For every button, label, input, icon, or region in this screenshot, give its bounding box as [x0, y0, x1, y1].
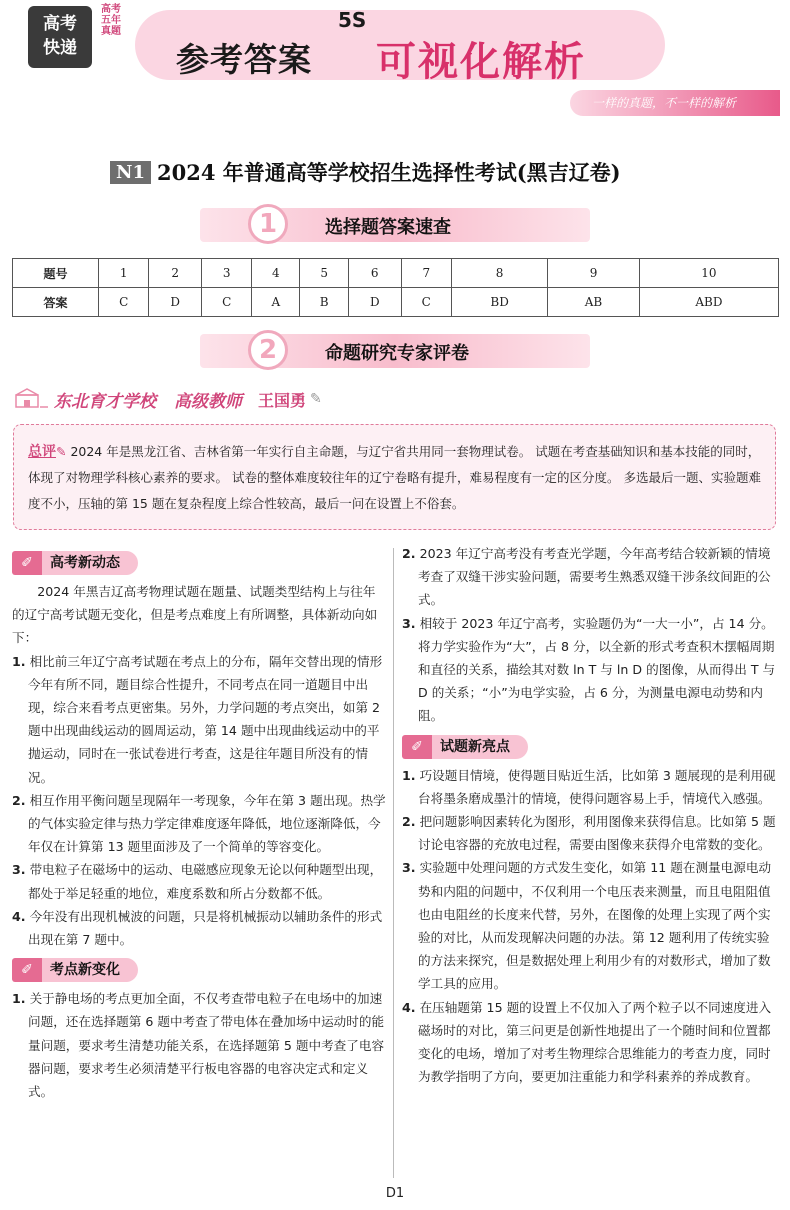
list-item: 3. 相较于 2023 年辽宁高考，实验题仍为“一大一小”，占 14 分。将力学实验作为“大”，占 8 分，以全新的形式考查积木摆幅周期和直径的关系，描绘其对数 ln T 与 ln D 的图像，从而得出 T 与 D 的关系；“小”为电学实验，占 6 分，为测量电源电动势和内阻。: [402, 615, 776, 724]
table-cell: 4: [252, 259, 300, 288]
table-cell: 3: [202, 259, 252, 288]
exam-title-text: 2024 年普通高等学校招生选择性考试(黑吉辽卷): [156, 160, 621, 185]
header-title-left: 参考答案: [176, 40, 312, 79]
table-cell: 5: [300, 259, 349, 288]
pen-icon: ✐: [402, 735, 432, 759]
tag-label: 高考新动态: [42, 551, 138, 575]
table-cell: B: [300, 288, 349, 317]
table-cell: C: [99, 288, 149, 317]
tag-topic-changes: [12, 957, 386, 983]
answer-table: [12, 258, 779, 317]
header-5s: 5S: [338, 8, 367, 32]
author-school: 东北育才学校: [54, 391, 156, 412]
section-2-number: 2: [248, 330, 288, 370]
section-2-bar: [200, 334, 590, 368]
list-item: 2. 相互作用平衡问题呈现隔年一考现象，今年在第 3 题出现。热学的气体实验定律与热力学定律难度逐年降低，地位逐渐降低，今年仅在计算第 13 题里面涉及了一个简单的等容变化。: [12, 792, 386, 855]
section-1-number: 1: [248, 204, 288, 244]
table-cell: 7: [401, 259, 451, 288]
pen-icon: ✎: [310, 391, 322, 407]
list-item: 2. 把问题影响因素转化为图形，利用图像来获得信息。比如第 5 题讨论电容器的充放电过程，需要由图像来获得介电常数的变化。: [402, 814, 776, 853]
table-cell: 1: [99, 259, 149, 288]
table-cell: A: [252, 288, 300, 317]
review-label: 总评: [28, 444, 56, 460]
tag-label: 试题新亮点: [432, 735, 528, 759]
table-cell: AB: [548, 288, 640, 317]
column-divider: [393, 548, 394, 1178]
table-header-answer: 答案: [13, 288, 99, 317]
brand-logo: [28, 6, 92, 68]
list-item: 2. 2023 年辽宁高考没有考查光学题，今年高考结合较新颖的情境考查了双缝干涉实验问题，需要考生熟悉双缝干涉条纹间距的公式。: [402, 546, 771, 608]
table-cell: C: [401, 288, 451, 317]
table-row-numbers: [13, 259, 779, 288]
table-cell: D: [149, 288, 202, 317]
tag-exam-trends: [12, 550, 386, 576]
list-item: 1. 关于静电场的考点更加全面，不仅考查带电粒子在电场中的加速问题，还在选择题第 6 题中考查了带电体在叠加场中运动时的能量问题，要求考生清楚功能关系，在选择题第 5 题中考查了电容器问题，要求考生必须清楚平行板电容器的电容决定式和定义式。: [12, 991, 385, 1100]
table-cell: C: [202, 288, 252, 317]
author-line: [14, 386, 322, 412]
author-name: 王国勇: [258, 390, 307, 410]
section-1-label: 选择题答案速查: [325, 217, 451, 238]
right-column: [402, 542, 780, 1088]
table-cell: D: [348, 288, 401, 317]
exam-badge: N1: [110, 161, 151, 184]
review-box: [13, 424, 776, 530]
table-row-answers: [13, 288, 779, 317]
slogan: 一样的真题，不一样的解析: [592, 96, 737, 110]
list-item: 3. 带电粒子在磁场中的运动、电磁感应现象无论以何种题型出现，都处于举足轻重的地位，难度系数和所占分数都不低。: [12, 862, 383, 901]
tag-highlights: [402, 734, 780, 760]
logo-line2: 快递: [43, 38, 77, 58]
table-cell: 10: [639, 259, 778, 288]
pen-icon: ✐: [12, 958, 42, 982]
table-header-number: 题号: [13, 259, 99, 288]
author-title: 高级教师: [174, 391, 242, 412]
table-cell: ABD: [639, 288, 778, 317]
intro-paragraph: 2024 年黑吉辽高考物理试题在题量、试题类型结构上与往年的辽宁高考试题无变化，但是考点难度上有所调整，具体新动向如下：: [12, 584, 378, 646]
table-cell: 8: [451, 259, 547, 288]
review-text: 2024 年是黑龙江省、吉林省第一年实行自主命题，与辽宁省共用同一套物理试卷。 试题在考查基础知识和基本技能的同时，体现了对物理学科核心素养的要求。 试卷的整体难度较往年的辽宁卷略有提升，难易程度有一定的区分度。 多选最后一题、实验题难度不小，压轴的第 15 题在复杂程度上综合性较高，最后一问在设置上不俗套。: [28, 444, 761, 511]
table-cell: BD: [451, 288, 547, 317]
list-item: 1. 相比前三年辽宁高考试题在考点上的分布，隔年交替出现的情形今年有所不同，题目综合性提升，不同考点在同一道题目中出现，综合来看考点更密集。另外，力学问题的考点突出，如第 2 题中出现曲线运动的圆周运动，第 14 题中出现曲线运动中的平抛运动，同时在一张试卷进行考查，这是往年题目所没有的情况。: [12, 653, 383, 785]
table-cell: 2: [149, 259, 202, 288]
list-item: 4. 今年没有出现机械波的问题，只是将机械振动以辅助条件的形式出现在第 7 题中。: [12, 908, 383, 948]
school-icon: [14, 387, 54, 411]
section-2-label: 命题研究专家评卷: [325, 343, 469, 364]
exam-title: [110, 158, 621, 186]
tag-label: 考点新变化: [42, 958, 138, 982]
pen-icon: ✐: [12, 551, 42, 575]
table-cell: 9: [548, 259, 640, 288]
list-item: 3. 实验题中处理问题的方式发生变化，如第 11 题在测量电源电动势和内阻的问题中，不仅利用一个电压表来测量，而且电阻阻值也由电阻丝的长度来代替，另外，在图像的处理上实现了两个实验的对比，从而发现解决问题的办法。第 12 题利用了传统实验的方法来探究，但是数据处理上利用少有的对数形式，增加了数学工具的应用。: [402, 860, 772, 992]
left-column: [12, 548, 386, 1103]
logo-line1: 高考: [43, 14, 77, 34]
section-1-bar: [200, 208, 590, 242]
review-pen-icon: ✎: [56, 444, 71, 459]
page-header: [0, 0, 790, 135]
table-cell: 6: [348, 259, 401, 288]
logo-side-text: 高考五年真题: [101, 4, 121, 37]
page-number: D1: [385, 1186, 405, 1201]
list-item: 4. 在压轴题第 15 题的设置上不仅加入了两个粒子以不同速度进入磁场时的对比，第三问更是创新性地提出了一个随时间和位置都变化的电场，增加了对考生物理综合思维能力的考查力度，同时为教学指明了方向，要更加注重能力和学科素养的养成教育。: [402, 999, 772, 1085]
header-title-right: 可视化解析: [376, 39, 586, 85]
list-item: 1. 巧设题目情境，使得题目贴近生活，比如第 3 题展现的是利用砚台将墨条磨成墨汁的情境，使得问题容易上手，情境代入感强。: [402, 767, 776, 806]
